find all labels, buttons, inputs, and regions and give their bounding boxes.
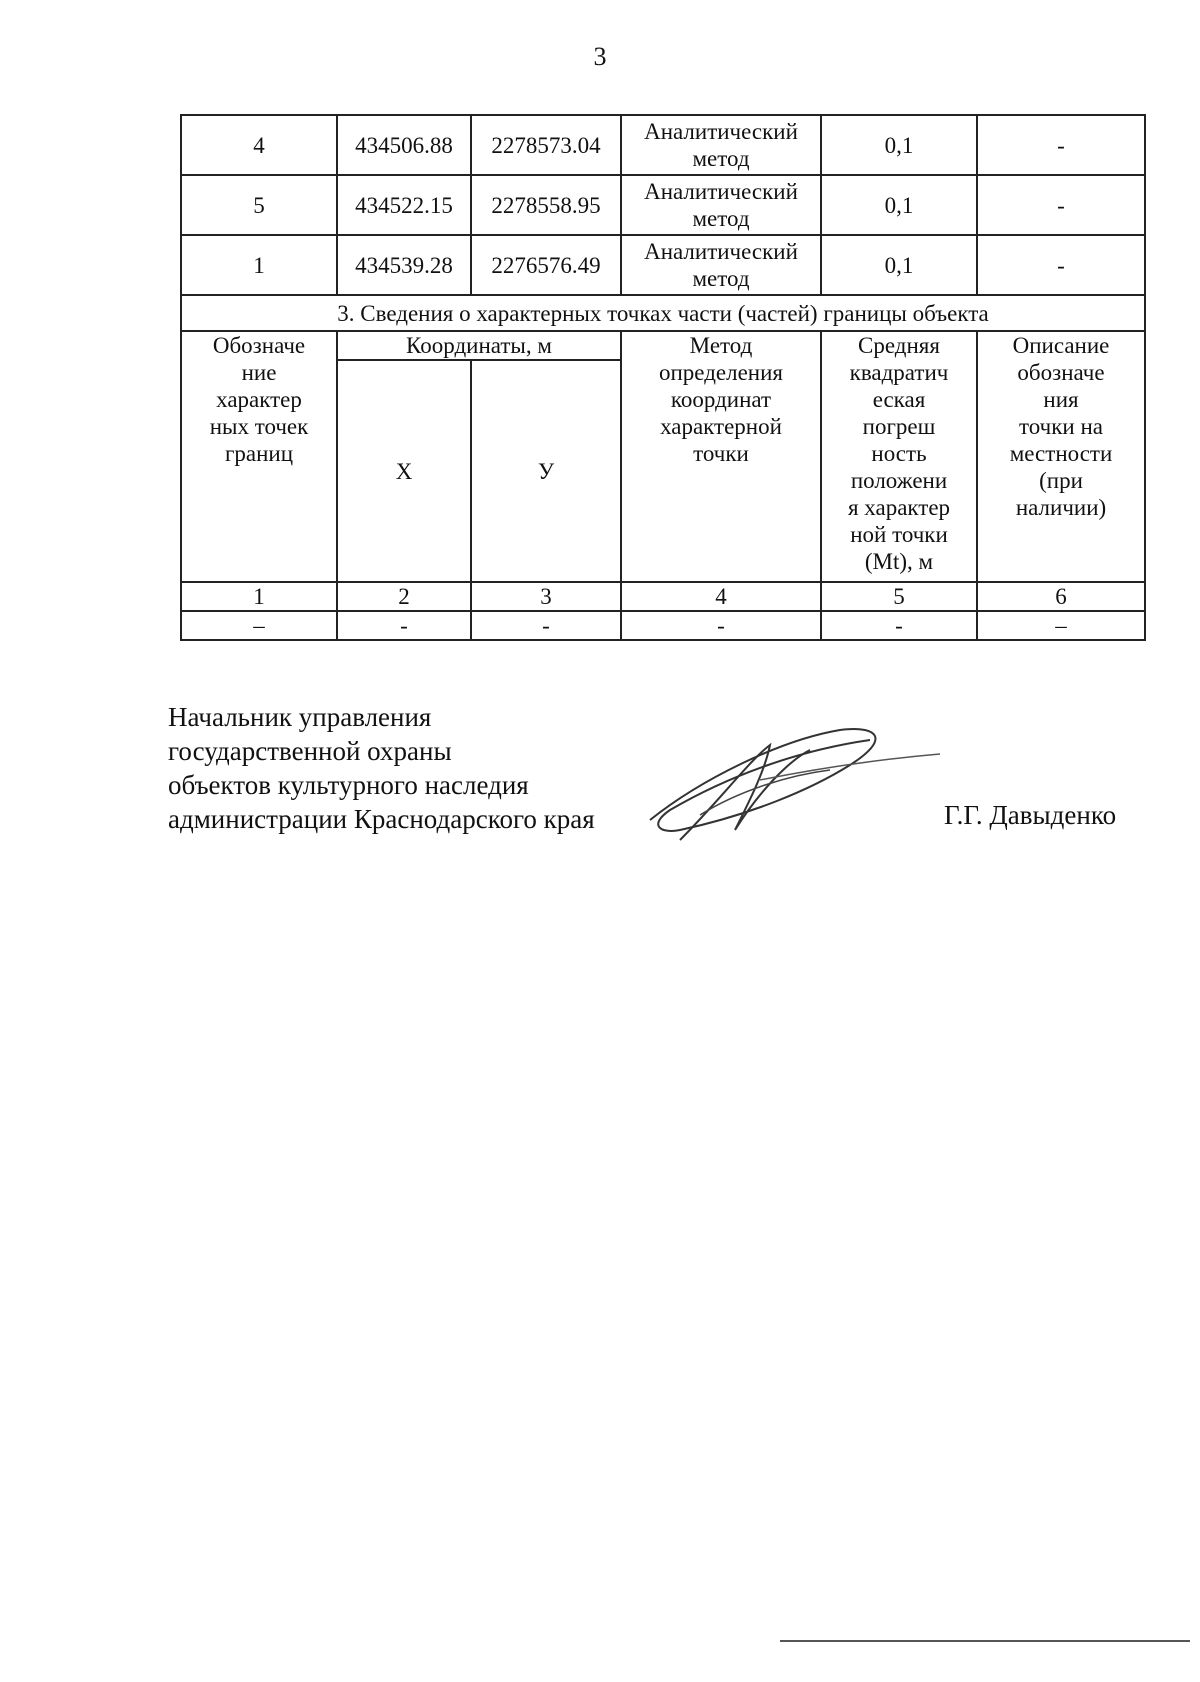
coordinate-y: 2278558.95: [471, 175, 621, 235]
page-number: 3: [593, 42, 607, 71]
header-y: У: [471, 360, 621, 582]
header-line: наличии): [1015, 495, 1107, 520]
header-line: точки на: [1019, 414, 1103, 439]
signatory-name: Г.Г. Давыденко: [944, 800, 1117, 830]
method-line: метод: [692, 146, 750, 171]
header-line: ной точки: [850, 522, 948, 547]
method-line: Аналитический: [644, 119, 798, 144]
column-number: 3: [471, 582, 621, 611]
description-value: -: [977, 235, 1145, 295]
position-line: объектов культурного наследия: [168, 770, 529, 800]
header-line: определения: [658, 360, 783, 385]
header-line: положени: [850, 468, 948, 493]
header-line: местности: [1009, 441, 1113, 466]
position-line: государственной охраны: [168, 736, 452, 766]
empty-data-row: [181, 611, 1145, 640]
header-line: ных точек: [209, 414, 309, 439]
point-number: 4: [181, 115, 337, 175]
method-line: Аналитический: [644, 179, 798, 204]
header-line: (Mt), м: [864, 549, 934, 574]
header-method: [621, 331, 821, 582]
header-line: (при: [1039, 468, 1083, 493]
header-line: я характер: [847, 495, 951, 520]
column-number: 4: [621, 582, 821, 611]
header-line: Средняя: [858, 333, 940, 358]
coordinate-x: 434539.28: [337, 235, 471, 295]
header-line: квадратич: [849, 360, 949, 385]
column-number: 5: [821, 582, 977, 611]
boundary-points-table: [180, 114, 1146, 641]
column-number: 1: [181, 582, 337, 611]
method-cell: [621, 115, 821, 175]
column-number: 6: [977, 582, 1145, 611]
section-title: 3. Сведения о характерных точках части (частей) границы объекта: [181, 295, 1145, 331]
handwritten-signature: [640, 720, 960, 850]
column-number-row: [181, 582, 1145, 611]
header-line: границ: [224, 441, 294, 466]
header-accuracy: [821, 331, 977, 582]
header-line: характер: [216, 387, 302, 412]
signatory-position: [168, 700, 595, 836]
accuracy-value: 0,1: [821, 115, 977, 175]
method-cell: [621, 235, 821, 295]
header-line: погреш: [862, 414, 936, 439]
header-line: Метод: [689, 333, 753, 358]
method-line: Аналитический: [644, 239, 798, 264]
header-line: координат: [670, 387, 772, 412]
coordinate-x: 434506.88: [337, 115, 471, 175]
accuracy-value: 0,1: [821, 175, 977, 235]
column-number: 2: [337, 582, 471, 611]
header-coordinates: Координаты, м: [337, 331, 621, 360]
header-line: Описание: [1012, 333, 1110, 358]
method-line: метод: [692, 206, 750, 231]
accuracy-value: 0,1: [821, 235, 977, 295]
coordinate-y: 2276576.49: [471, 235, 621, 295]
header-line: ность: [871, 441, 927, 466]
method-line: метод: [692, 266, 750, 291]
empty-cell: –: [977, 611, 1145, 640]
header-line: еская: [872, 387, 926, 412]
footer-divider: [780, 1640, 1190, 1642]
empty-cell: -: [471, 611, 621, 640]
table-row: [181, 175, 1145, 235]
empty-cell: -: [621, 611, 821, 640]
method-cell: [621, 175, 821, 235]
table-row: [181, 235, 1145, 295]
table-row: [181, 115, 1145, 175]
header-line: характерной: [660, 414, 782, 439]
empty-cell: -: [821, 611, 977, 640]
section-title-row: [181, 295, 1145, 331]
header-designation: [181, 331, 337, 582]
header-line: обозначе: [1017, 360, 1105, 385]
header-line: точки: [693, 441, 749, 466]
point-number: 5: [181, 175, 337, 235]
coordinate-x: 434522.15: [337, 175, 471, 235]
header-line: Обозначе: [212, 333, 306, 358]
empty-cell: -: [337, 611, 471, 640]
description-value: -: [977, 115, 1145, 175]
header-description: [977, 331, 1145, 582]
header-line: ния: [1043, 387, 1079, 412]
header-row: [181, 331, 1145, 360]
position-line: администрации Краснодарского края: [168, 804, 595, 834]
description-value: -: [977, 175, 1145, 235]
position-line: Начальник управления: [168, 702, 432, 732]
header-line: ние: [241, 360, 277, 385]
empty-cell: –: [181, 611, 337, 640]
header-x: X: [337, 360, 471, 582]
coordinate-y: 2278573.04: [471, 115, 621, 175]
point-number: 1: [181, 235, 337, 295]
